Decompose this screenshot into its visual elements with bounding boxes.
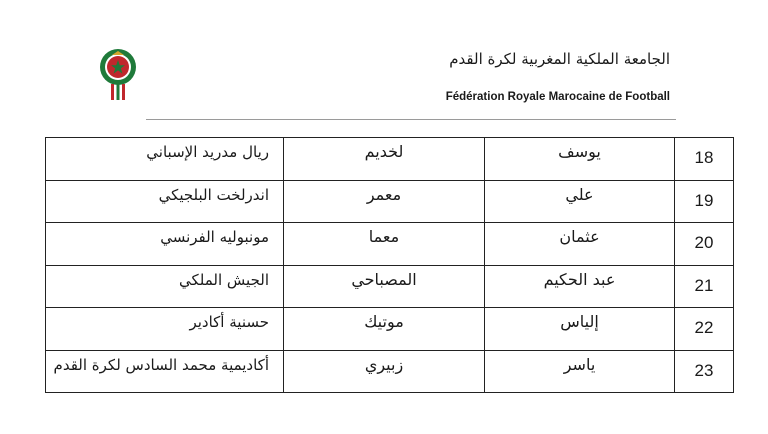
table-row bbox=[46, 138, 734, 181]
table-row bbox=[46, 350, 734, 393]
number-cell: 20 bbox=[675, 223, 734, 266]
number-cell: 23 bbox=[675, 350, 734, 393]
federation-title-arabic: الجامعة الملكية المغربية لكرة القدم bbox=[449, 50, 670, 68]
last-name-cell: معما bbox=[284, 223, 485, 266]
first-name-cell: ياسر bbox=[485, 350, 675, 393]
club-cell: حسنية أكادير bbox=[46, 308, 284, 351]
header-divider bbox=[146, 119, 676, 120]
last-name-cell: لخديم bbox=[284, 138, 485, 181]
club-cell: الجيش الملكي bbox=[46, 265, 284, 308]
first-name-cell: علي bbox=[485, 180, 675, 223]
table-row bbox=[46, 308, 734, 351]
club-cell: مونبوليه الفرنسي bbox=[46, 223, 284, 266]
first-name-cell: عبد الحكيم bbox=[485, 265, 675, 308]
club-cell: ريال مدريد الإسباني bbox=[46, 138, 284, 181]
first-name-cell: إلياس bbox=[485, 308, 675, 351]
number-cell: 22 bbox=[675, 308, 734, 351]
first-name-cell: عثمان bbox=[485, 223, 675, 266]
club-cell: اندرلخت البلجيكي bbox=[46, 180, 284, 223]
table-row bbox=[46, 265, 734, 308]
table-row bbox=[46, 223, 734, 266]
number-cell: 18 bbox=[675, 138, 734, 181]
last-name-cell: المصباحي bbox=[284, 265, 485, 308]
last-name-cell: موتيك bbox=[284, 308, 485, 351]
first-name-cell: يوسف bbox=[485, 138, 675, 181]
players-table bbox=[45, 137, 734, 393]
club-cell: أكاديمية محمد السادس لكرة القدم bbox=[46, 350, 284, 393]
table-row bbox=[46, 180, 734, 223]
number-cell: 21 bbox=[675, 265, 734, 308]
last-name-cell: معمر bbox=[284, 180, 485, 223]
frmf-crest-icon bbox=[98, 47, 138, 103]
number-cell: 19 bbox=[675, 180, 734, 223]
federation-title-french: Fédération Royale Marocaine de Football bbox=[445, 91, 670, 103]
last-name-cell: زبيري bbox=[284, 350, 485, 393]
